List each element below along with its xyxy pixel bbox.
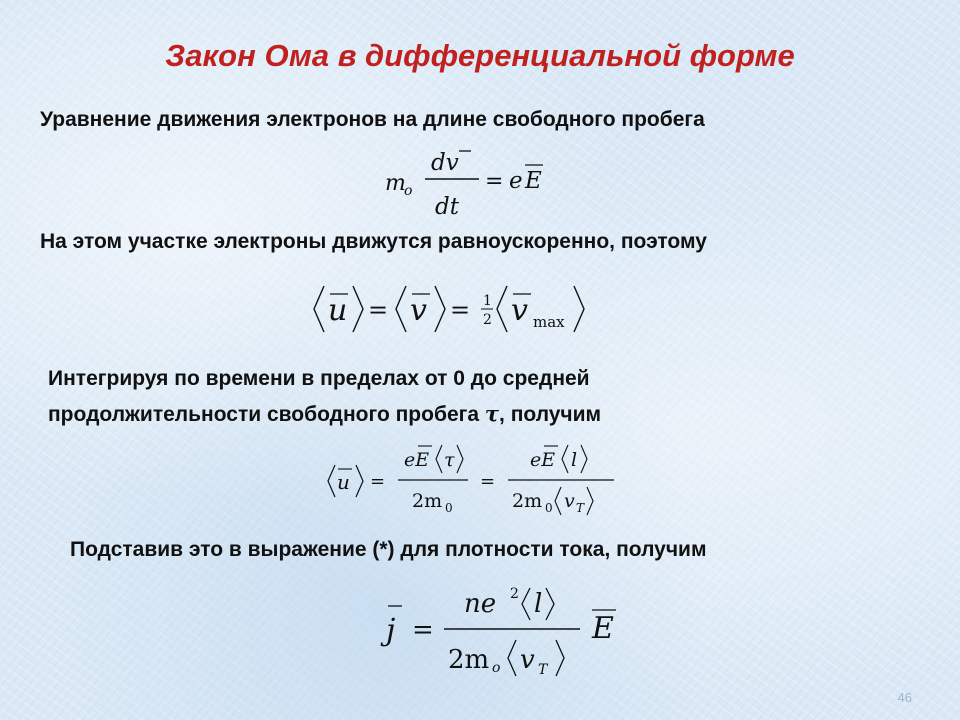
f4-j: j: [386, 613, 396, 648]
f2-equals-2: =: [450, 296, 471, 324]
f3-den2-sub: 0: [545, 501, 553, 515]
f2-sub-max: max: [533, 313, 565, 331]
f3-v: v: [564, 490, 575, 512]
f2-right-angle-2: [435, 286, 445, 332]
f4-sup2: 2: [510, 586, 519, 602]
f2-left-angle-1: [314, 286, 324, 332]
f1-e: e: [509, 168, 523, 194]
f2-half-num: 1: [483, 293, 492, 309]
f1-equals: =: [485, 169, 504, 194]
slide-title: Закон Ома в дифференциальной форме: [165, 38, 795, 73]
f4-E: E: [592, 611, 614, 646]
text-line-integrating: Интегрируя по времени в пределах от 0 до средней: [48, 367, 590, 390]
f3-den2: 2m: [512, 490, 543, 512]
f1-E: E: [525, 168, 542, 194]
formula-ohms-law-differential: [380, 582, 630, 682]
tau-symbol: τ: [484, 401, 500, 426]
text-line-substitute: Подставив это в выражение (*) для плотности тока, получим: [70, 538, 707, 561]
f4-v: v: [520, 645, 535, 675]
f1-m-sub: o: [404, 183, 413, 199]
f3-v-left-angle: [555, 487, 561, 515]
f3-tau-right-angle: [457, 445, 463, 473]
f3-v-sub: T: [576, 501, 585, 515]
text-line-free-path-time: [48, 401, 601, 427]
f3-den1: 2m: [412, 490, 443, 512]
f3-eE-1: eE: [404, 449, 430, 471]
f4-den-sub: o: [492, 660, 501, 676]
f4-ne: ne: [464, 589, 497, 619]
f3-u: u: [337, 470, 350, 494]
f4-den: 2m: [448, 645, 490, 675]
f1-dt: dt: [435, 194, 459, 220]
f3-l-left-angle: [562, 445, 568, 473]
formula-average-velocity: [308, 280, 598, 340]
f3-tau: τ: [444, 449, 455, 471]
text-prefix: продолжительности свободного пробега: [48, 403, 485, 426]
f2-right-angle-3: [574, 286, 584, 332]
formula-equation-of-motion: [385, 146, 565, 222]
formula-drift-velocity: [322, 440, 622, 520]
f2-half-den: 2: [483, 312, 492, 328]
f1-dv: dv: [431, 150, 459, 176]
f3-eE-2: eE: [530, 449, 556, 471]
text-suffix: , получим: [499, 403, 602, 426]
f4-equals: =: [412, 615, 434, 645]
f2-equals-1: =: [368, 296, 389, 324]
f4-l: l: [534, 589, 543, 619]
f4-l-left-angle: [522, 588, 530, 620]
f3-equals-1: =: [370, 471, 386, 492]
f4-l-right-angle: [546, 588, 554, 620]
f2-u: u: [328, 293, 348, 328]
f1-m: m: [385, 171, 406, 196]
f2-left-angle-2: [396, 286, 406, 332]
f2-v: v: [410, 293, 427, 328]
f3-den1-sub: 0: [445, 501, 453, 515]
text-line-equation-of-motion: Уравнение движения электронов на длине свободного пробега: [40, 108, 705, 131]
f3-left-angle: [328, 465, 335, 497]
f3-l-right-angle: [581, 445, 587, 473]
f2-v2: v: [511, 293, 528, 328]
f3-l: l: [571, 449, 578, 471]
f3-tau-left-angle: [436, 445, 442, 473]
page-number: 46: [897, 690, 912, 705]
f3-equals-2: =: [480, 471, 496, 492]
f3-v-right-angle: [587, 487, 593, 515]
f4-v-sub: T: [538, 662, 548, 678]
f4-v-left-angle: [508, 640, 516, 676]
f2-right-angle-1: [353, 286, 363, 332]
text-line-uniform-acceleration: На этом участке электроны движутся равноускоренно, поэтому: [40, 230, 707, 253]
f4-v-right-angle: [556, 640, 564, 676]
f3-right-angle: [356, 465, 363, 497]
f2-left-angle-3: [497, 286, 507, 332]
